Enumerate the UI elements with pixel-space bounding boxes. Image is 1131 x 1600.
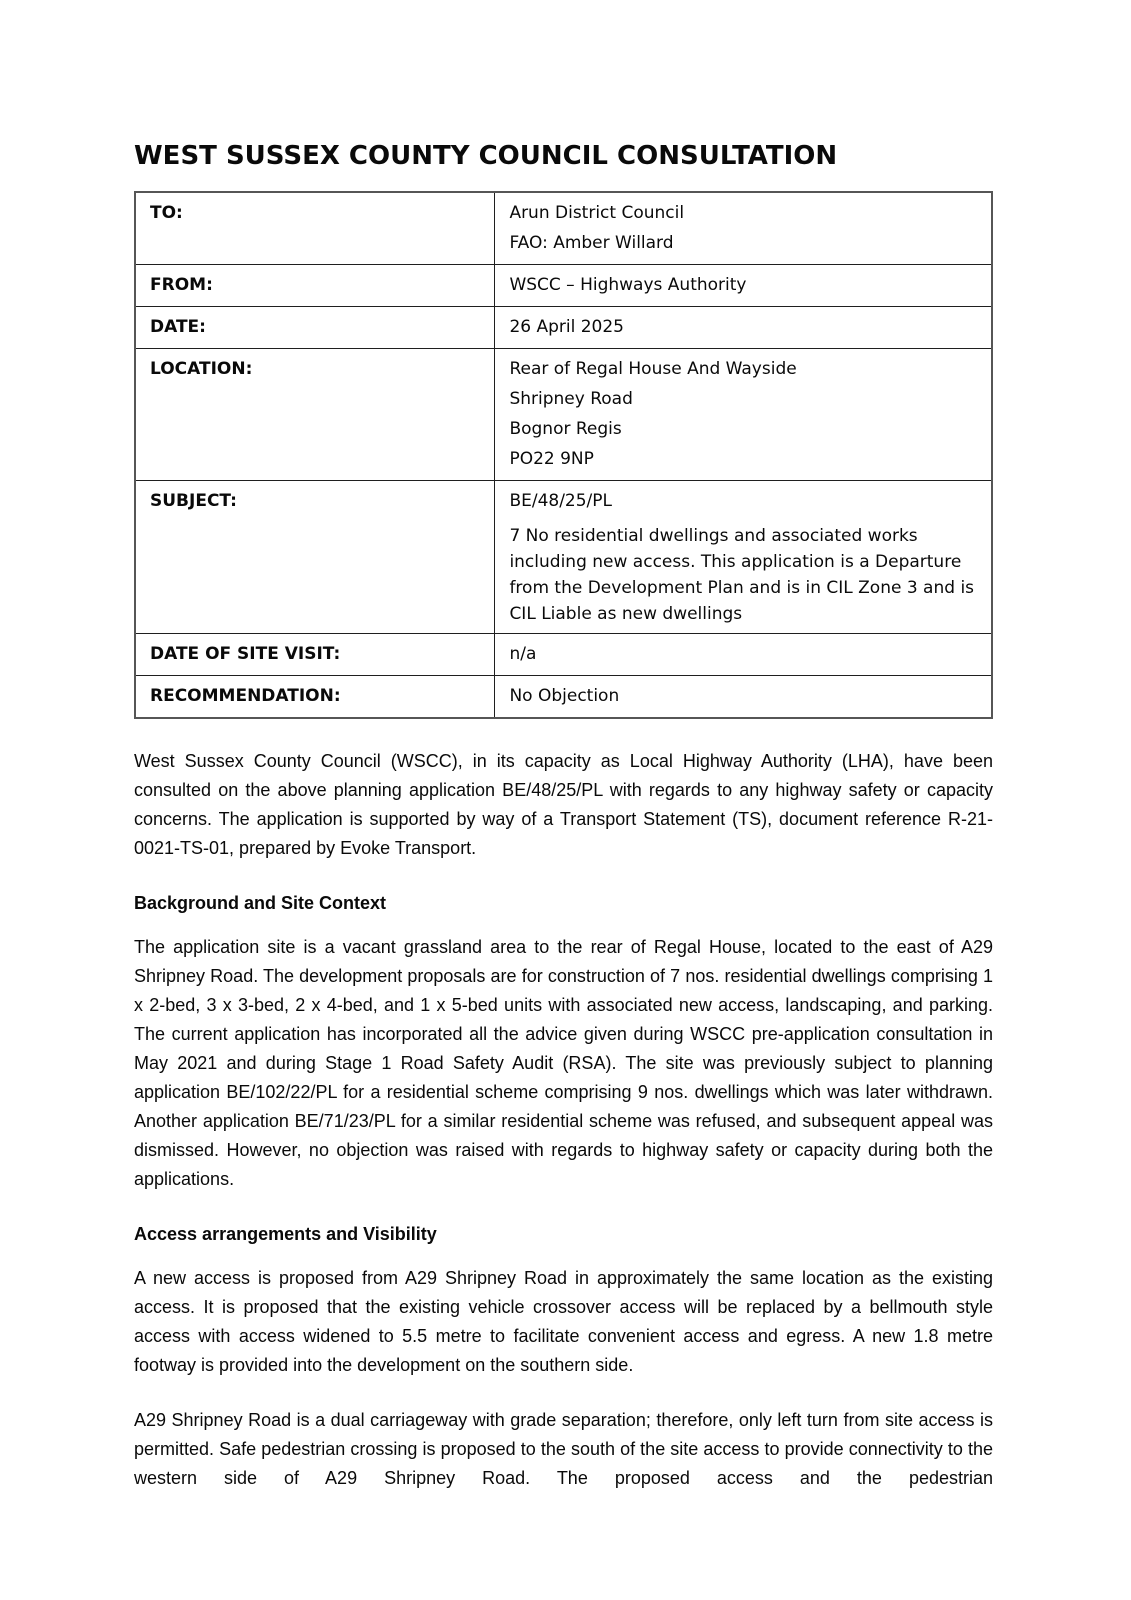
row-label-site-visit: DATE OF SITE VISIT: bbox=[135, 634, 495, 676]
value-line: PO22 9NP bbox=[509, 449, 594, 469]
access-paragraph-1: A new access is proposed from A29 Shripney Road in approximately the same location as the existing access. It is proposed that the existing vehicle crossover access will be replaced by a bellmouth style access with access widened to 5.5 metre to facilitate convenient access and egress. A new 1.8 metre footway is provided into the development on the southern side. bbox=[134, 1268, 993, 1375]
value-line: Bognor Regis bbox=[509, 419, 622, 439]
value-line: n/a bbox=[509, 644, 537, 664]
row-label-recommendation: RECOMMENDATION: bbox=[135, 676, 495, 719]
row-value-location bbox=[495, 349, 992, 481]
value-line: WSCC – Highways Authority bbox=[509, 275, 747, 295]
heading-access-arrangements-and-visibility: Access arrangements and Visibility bbox=[134, 1224, 437, 1244]
document-body bbox=[134, 747, 993, 1493]
value-line: Rear of Regal House And Wayside bbox=[509, 359, 797, 379]
table-row-to bbox=[135, 192, 992, 265]
table-row-date bbox=[135, 307, 992, 349]
row-value-to bbox=[495, 192, 992, 265]
value-line: Shripney Road bbox=[509, 389, 633, 409]
intro-paragraph: West Sussex County Council (WSCC), in its capacity as Local Highway Authority (LHA), have been consulted on the above planning application BE/48/25/PL with regards to any highway safety or capacity concerns. The application is supported by way of a Transport Statement (TS), document reference R-21-0021-TS-01, prepared by Evoke Transport. bbox=[134, 751, 993, 858]
access-paragraph-2: A29 Shripney Road is a dual carriageway with grade separation; therefore, only left turn from site access is permitted. Safe pedestrian crossing is proposed to the south of the site access to provide connectivity to the western side of A29 Shripney Road. The proposed access and the pedestrian bbox=[134, 1410, 993, 1488]
value-line: 26 April 2025 bbox=[509, 317, 624, 337]
consultation-table bbox=[134, 191, 993, 719]
row-label-subject: SUBJECT: bbox=[135, 481, 495, 634]
row-label-from: FROM: bbox=[135, 265, 495, 307]
background-paragraph: The application site is a vacant grassland area to the rear of Regal House, located to the east of A29 Shripney Road. The development proposals are for construction of 7 nos. residential dwellings comprising 1 x 2-bed, 3 x 3-bed, 2 x 4-bed, and 1 x 5-bed units with associated new access, landscaping, and parking. The current application has incorporated all the advice given during WSCC pre-application consultation in May 2021 and during Stage 1 Road Safety Audit (RSA). The site was previously subject to planning application BE/102/22/PL for a residential scheme comprising 9 nos. dwellings which was later withdrawn. Another application BE/71/23/PL for a similar residential scheme was refused, and subsequent appeal was dismissed. However, no objection was raised with regards to highway safety or capacity during both the applications. bbox=[134, 937, 993, 1189]
row-value-from bbox=[495, 265, 992, 307]
row-label-to: TO: bbox=[135, 192, 495, 265]
subject-description: 7 No residential dwellings and associated works including new access. This application is a Departure from the Development Plan and is in CIL Zone 3 and is CIL Liable as new dwellings bbox=[509, 526, 975, 624]
value-line: BE/48/25/PL bbox=[509, 491, 613, 511]
table-row-subject bbox=[135, 481, 992, 634]
value-line: Arun District Council bbox=[509, 203, 685, 223]
value-line: No Objection bbox=[509, 686, 620, 706]
row-label-location: LOCATION: bbox=[135, 349, 495, 481]
table-row-from bbox=[135, 265, 992, 307]
heading-background-and-site-context: Background and Site Context bbox=[134, 893, 387, 913]
table-row-location bbox=[135, 349, 992, 481]
row-value-date bbox=[495, 307, 992, 349]
row-label-date: DATE: bbox=[135, 307, 495, 349]
table-row-site-visit bbox=[135, 634, 992, 676]
document-title: WEST SUSSEX COUNTY COUNCIL CONSULTATION bbox=[134, 141, 838, 171]
row-value-subject bbox=[495, 481, 992, 634]
row-value-recommendation bbox=[495, 676, 992, 719]
value-line: FAO: Amber Willard bbox=[509, 233, 674, 253]
row-value-site-visit bbox=[495, 634, 992, 676]
table-row-recommendation bbox=[135, 676, 992, 719]
